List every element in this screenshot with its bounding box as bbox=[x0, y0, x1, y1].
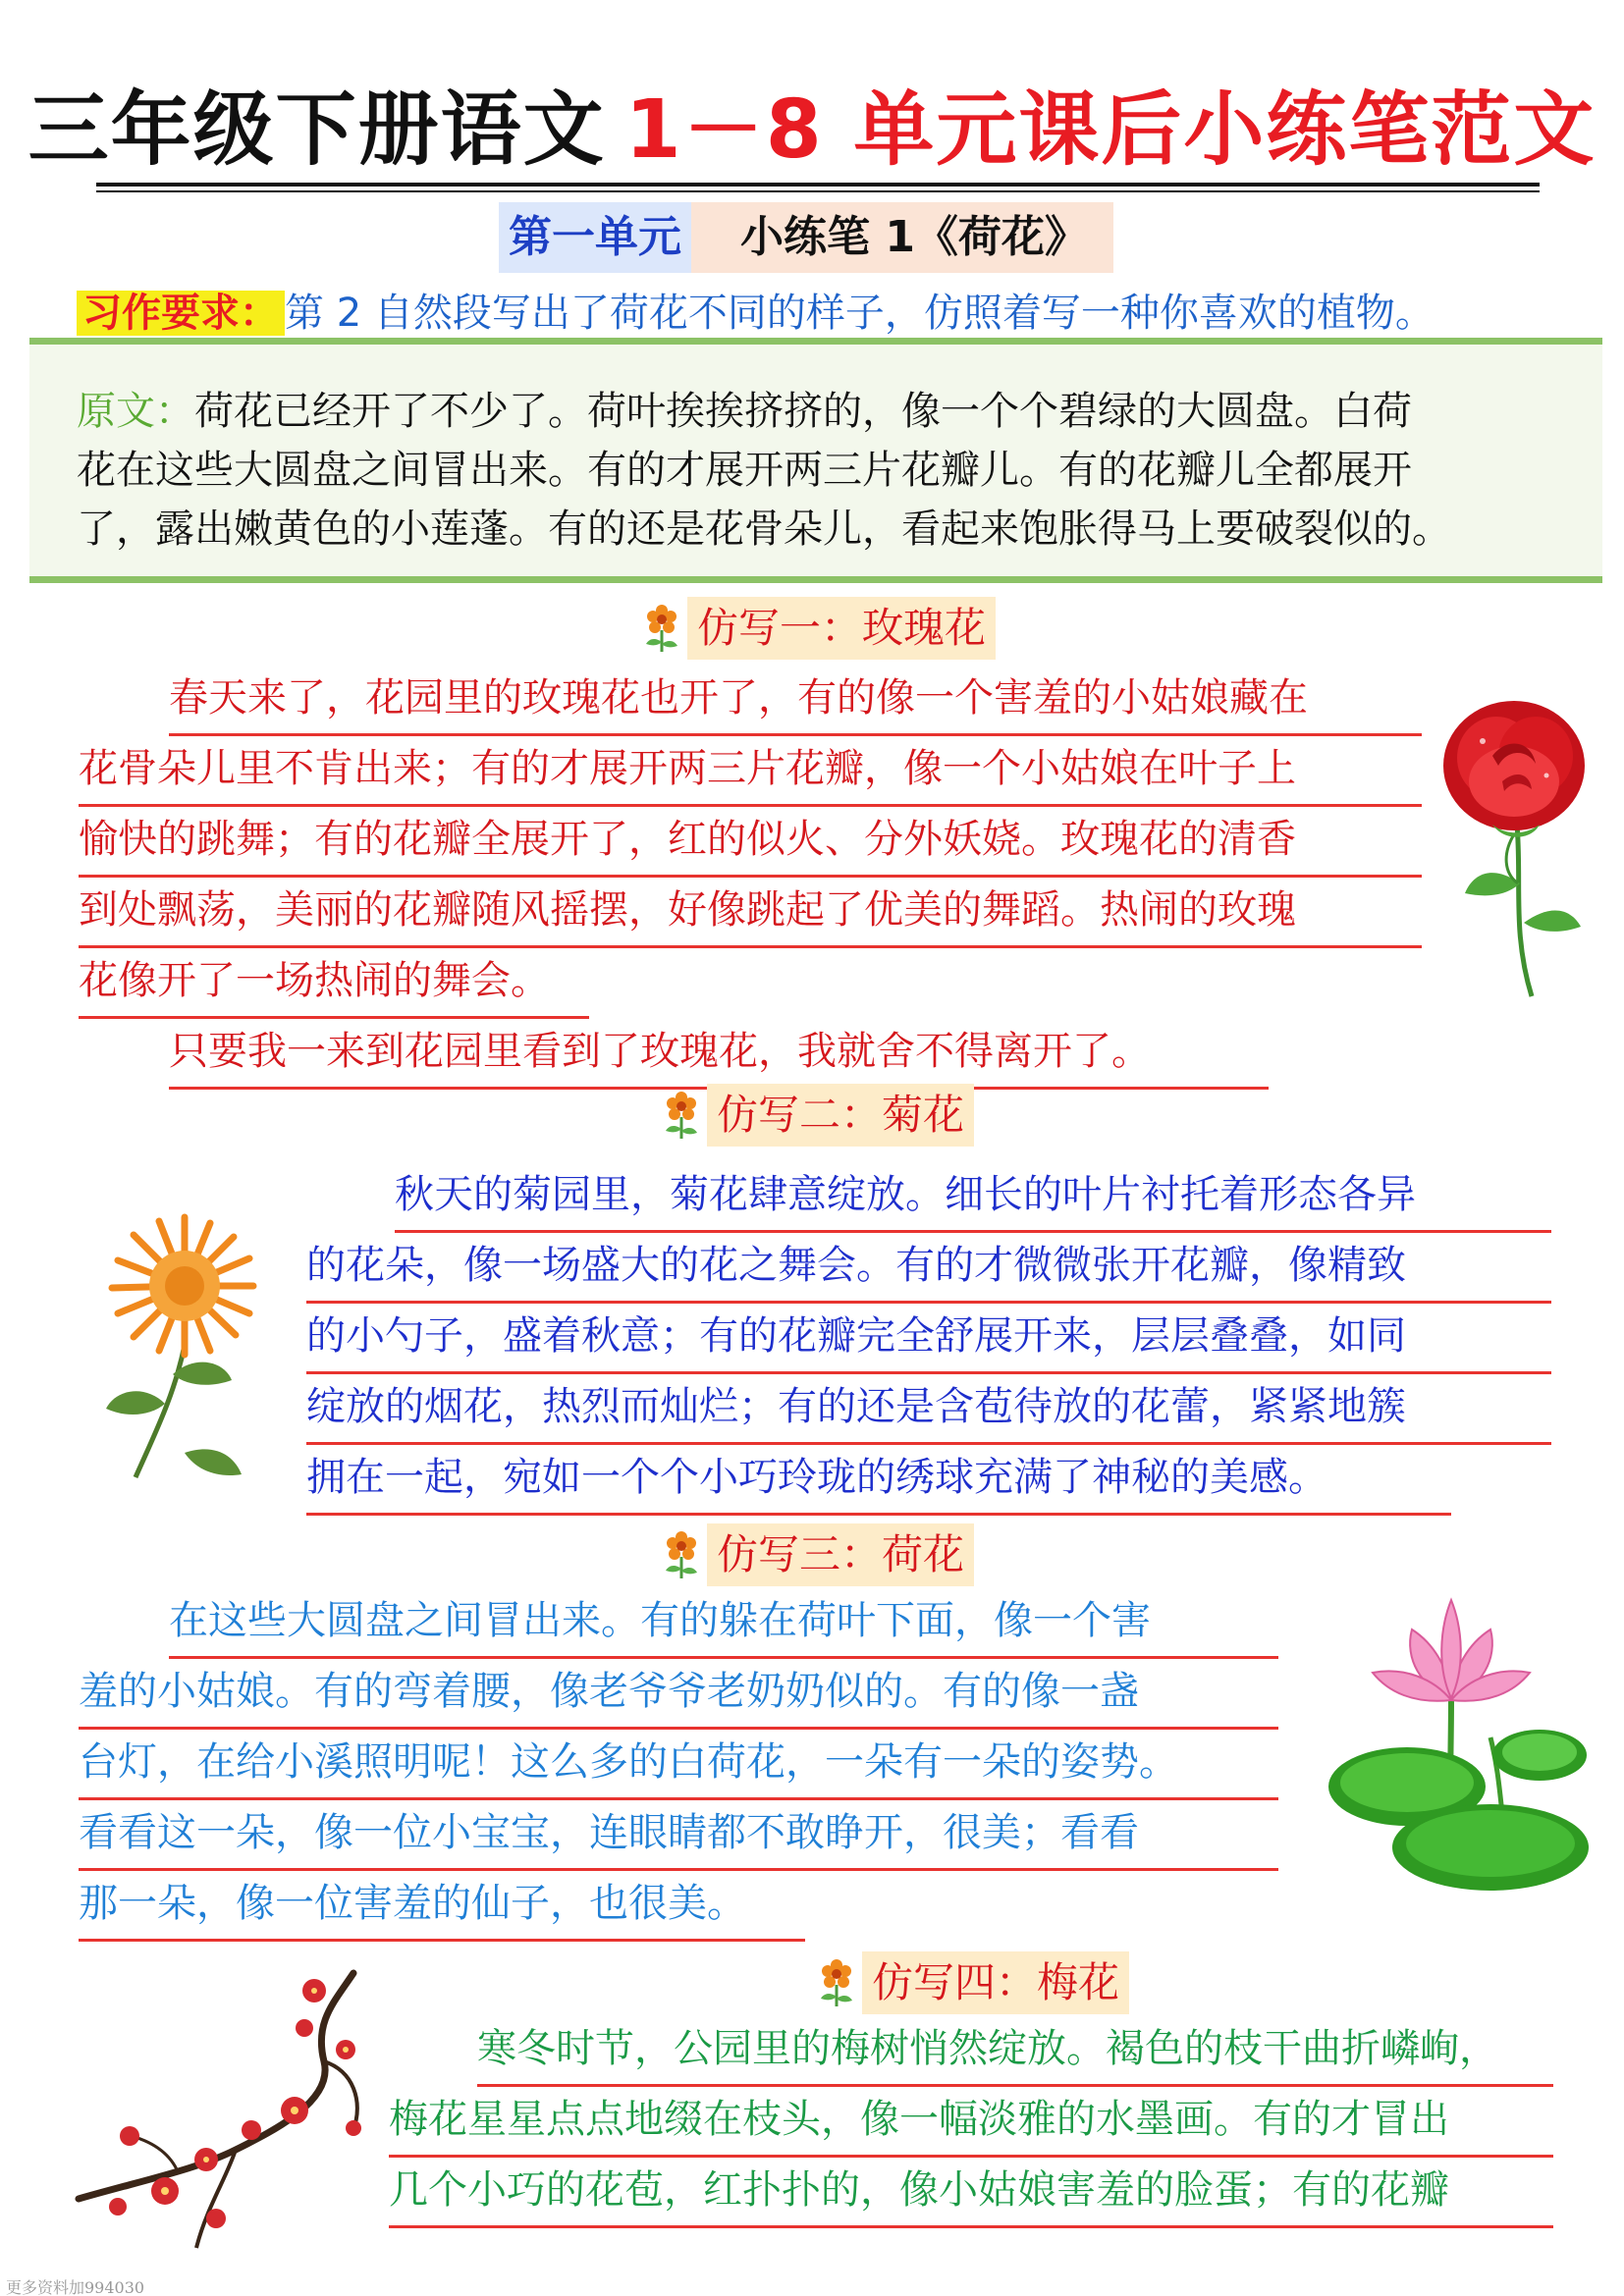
section-4-heading bbox=[815, 1951, 1129, 2014]
title-rule-bottom bbox=[96, 190, 1540, 192]
section-4-line-2: 梅花星星点点地缀在枝头，像一幅淡雅的水墨画。有的才冒出 bbox=[389, 2089, 1553, 2158]
requirement-tag: 习作要求： bbox=[77, 291, 285, 336]
section-2-title: 仿写二：菊花 bbox=[707, 1084, 974, 1147]
section-1-title: 仿写一：玫瑰花 bbox=[687, 597, 996, 660]
flower-icon bbox=[660, 1090, 703, 1141]
section-3-title: 仿写三：荷花 bbox=[707, 1523, 974, 1586]
flower-icon bbox=[640, 603, 683, 654]
section-1-line-2: 花骨朵儿里不肯出来；有的才展开两三片花瓣，像一个小姑娘在叶子上 bbox=[79, 738, 1422, 807]
section-2-line-2: 的花朵，像一场盛大的花之舞会。有的才微微张开花瓣，像精致 bbox=[306, 1235, 1551, 1304]
original-line-3: 了，露出嫩黄色的小莲蓬。有的还是花骨朵儿，看起来饱胀得马上要破裂似的。 bbox=[77, 507, 1451, 552]
section-3-line-4: 看看这一朵，像一位小宝宝，连眼睛都不敢睁开，很美；看看 bbox=[79, 1802, 1278, 1871]
section-4-line-1: 寒冬时节，公园里的梅树悄然绽放。褐色的枝干曲折嶙峋， bbox=[477, 2018, 1553, 2087]
unit-label: 第一单元 bbox=[499, 202, 691, 273]
section-3-line-5: 那一朵，像一位害羞的仙子，也很美。 bbox=[79, 1873, 805, 1942]
section-1-heading bbox=[640, 597, 996, 660]
section-1-line-5: 花像开了一场热闹的舞会。 bbox=[79, 950, 589, 1019]
flower-icon bbox=[660, 1529, 703, 1580]
lotus-illustration bbox=[1304, 1590, 1598, 1895]
chrysanthemum-illustration bbox=[77, 1198, 293, 1482]
section-1-line-4: 到处飘荡，美丽的花瓣随风摇摆，好像跳起了优美的舞蹈。热闹的玫瑰 bbox=[79, 880, 1422, 948]
title-part-2: 1－8 单元课后小练笔范文 bbox=[624, 83, 1597, 177]
flower-icon bbox=[815, 1957, 858, 2008]
title-part-1: 三年级下册语文 bbox=[27, 83, 606, 177]
section-3-heading bbox=[660, 1523, 974, 1586]
section-2-line-3: 的小勺子，盛着秋意；有的花瓣完全舒展开来，层层叠叠，如同 bbox=[306, 1306, 1551, 1374]
section-1-line-6: 只要我一来到花园里看到了玫瑰花，我就舍不得离开了。 bbox=[169, 1021, 1269, 1090]
rose-illustration bbox=[1434, 687, 1600, 1001]
section-2-line-5: 拥在一起，宛如一个个小巧玲珑的绣球充满了神秘的美感。 bbox=[306, 1447, 1451, 1516]
section-3-line-1: 在这些大圆盘之间冒出来。有的躲在荷叶下面，像一个害 bbox=[169, 1590, 1278, 1659]
unit-name: 小练笔 1《荷花》 bbox=[691, 202, 1113, 273]
section-2-heading bbox=[660, 1084, 974, 1147]
title-rule-top bbox=[96, 183, 1540, 187]
unit-heading bbox=[499, 202, 1113, 273]
section-1-line-3: 愉快的跳舞；有的花瓣全展开了，红的似火、分外妖娆。玫瑰花的清香 bbox=[79, 809, 1422, 878]
page-title bbox=[0, 77, 1624, 185]
original-line-1: 原文：荷花已经开了不少了。荷叶挨挨挤挤的，像一个个碧绿的大圆盘。白荷 bbox=[77, 389, 1412, 434]
original-text-box bbox=[29, 338, 1602, 583]
section-3-line-3: 台灯，在给小溪照明呢！这么多的白荷花，一朵有一朵的姿势。 bbox=[79, 1732, 1278, 1800]
footer-note: 更多资料加994030 bbox=[6, 2278, 145, 2296]
section-2-line-1: 秋天的菊园里，菊花肆意绽放。细长的叶片衬托着形态各异 bbox=[395, 1164, 1551, 1233]
section-3-line-2: 羞的小姑娘。有的弯着腰，像老爷爷老奶奶似的。有的像一盏 bbox=[79, 1661, 1278, 1730]
original-label: 原文： bbox=[77, 389, 194, 434]
section-4-line-3: 几个小巧的花苞，红扑扑的，像小姑娘害羞的脸蛋；有的花瓣 bbox=[389, 2160, 1553, 2228]
section-2-line-4: 绽放的烟花，热烈而灿烂；有的还是含苞待放的花蕾，紧紧地簇 bbox=[306, 1376, 1551, 1445]
section-4-title: 仿写四：梅花 bbox=[862, 1951, 1129, 2014]
section-1-line-1: 春天来了，花园里的玫瑰花也开了，有的像一个害羞的小姑娘藏在 bbox=[169, 667, 1422, 736]
plum-blossom-illustration bbox=[59, 1963, 373, 2258]
requirement-text: 第 2 自然段写出了荷花不同的样子，仿照着写一种你喜欢的植物。 bbox=[285, 291, 1435, 336]
original-line-2: 花在这些大圆盘之间冒出来。有的才展开两三片花瓣儿。有的花瓣儿全都展开 bbox=[77, 448, 1412, 493]
